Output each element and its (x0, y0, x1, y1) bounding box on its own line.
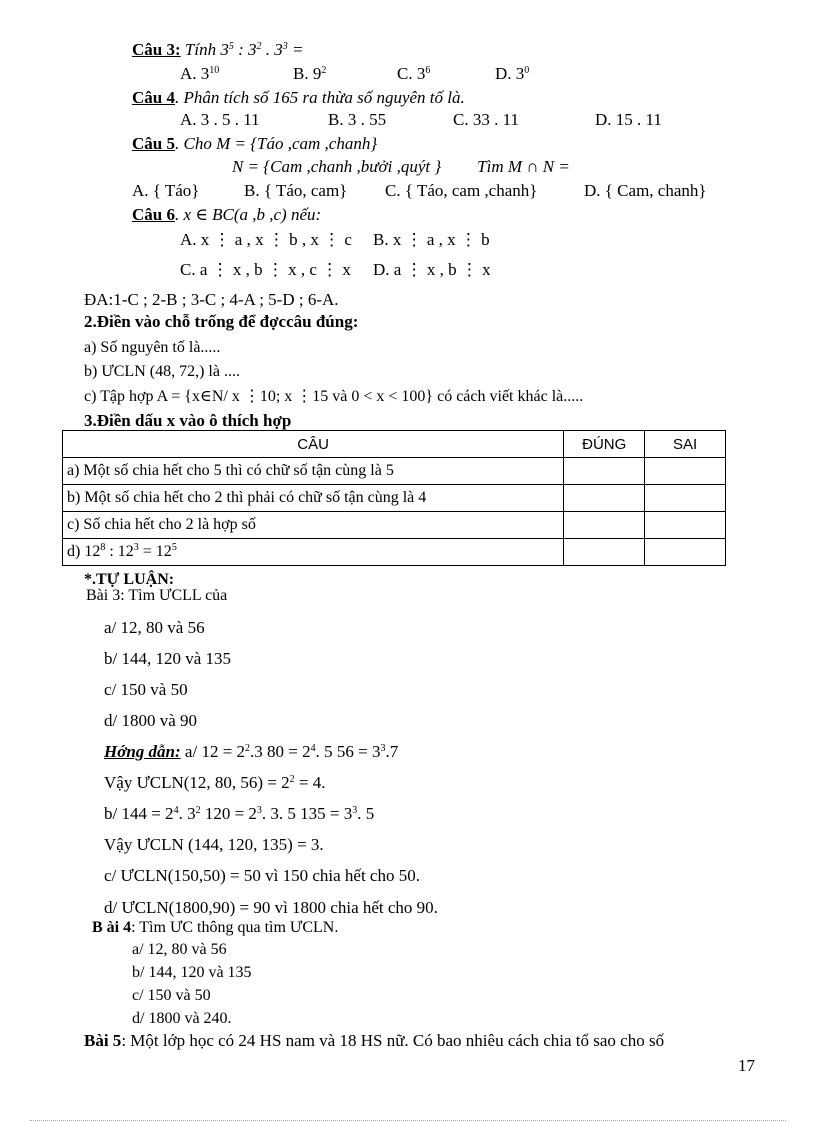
guide-line3: b/ $144 = 2^4$. $3^2$ $120 = 2^3$. 3. 5 $135 = 3^3$. 5 (104, 804, 375, 823)
q4-option-b: B. 3 . 55 (328, 110, 387, 129)
bai4-item-b: b/ 144, 120 và 135 (132, 964, 252, 981)
checkbox-dung-d[interactable] (564, 539, 645, 566)
section2-item-a: a) Số nguyên tố là..... (84, 339, 221, 356)
bai4-item-d: d/ 1800 và 240. (132, 1010, 232, 1027)
q6-option-c: C. a ⋮ x , b ⋮ x , c ⋮ x (180, 260, 351, 279)
bai5-line: Bài 5: Một lớp học có 24 HS nam và 18 HS nữ. Có bao nhiêu cách chia tổ sao cho số (84, 1031, 665, 1050)
q6-option-d: D. a ⋮ x , b ⋮ x (373, 260, 491, 279)
q3-option-b: B. $9^2$ (293, 64, 327, 83)
statement-a: a) Một số chia hết cho 5 thì có chữ số tận cùng là 5 (63, 458, 564, 485)
q4-line (132, 88, 465, 108)
q3-option-c: C. $3^6$ (397, 64, 431, 83)
checkbox-dung-c[interactable] (564, 512, 645, 539)
q5-line1: Câu 5. Cho M = {Táo ,cam ,chanh} (132, 134, 378, 153)
q4-option-d: D. 15 . 11 (595, 110, 662, 129)
page-number: 17 (738, 1056, 755, 1075)
guide-line5: c/ ƯCLN(150,50) = 50 vì 150 chia hết cho 50. (104, 866, 420, 885)
checkbox-dung-a[interactable] (564, 458, 645, 485)
q3-line: Câu 3: Tính $3^5$ : $3^2$ . $3^3$ = (132, 40, 304, 59)
q6-line: Câu 6. x ∈ BC(a ,b ,c) nếu: (132, 205, 322, 224)
bai4-item-a: a/ 12, 80 và 56 (132, 941, 227, 958)
q4-option-a: A. 3 . 5 . 11 (180, 110, 260, 129)
header-sai: SAI (645, 431, 726, 458)
q5-option-d: D. { Cam, chanh} (584, 181, 707, 200)
bai4-item-c: c/ 150 và 50 (132, 987, 211, 1004)
q6-option-b: B. x ⋮ a , x ⋮ b (373, 230, 490, 249)
q4-label: Câu 4 (132, 88, 175, 107)
guide-line1: Hớng dẫn: a/ $12 = 2^2.3$ $80 = 2^4$. 5 $56 = 3^3.7$ (104, 742, 399, 761)
statement-d: d) $12^8$ : $12^3 = 12^5$ (63, 539, 564, 566)
true-false-table (62, 430, 726, 566)
checkbox-dung-b[interactable] (564, 485, 645, 512)
statement-b: b) Một số chia hết cho 2 thì phải có chữ số tận cùng là 4 (63, 485, 564, 512)
bai4-title: B ài 4: Tìm ƯC thông qua tìm ƯCLN. (92, 919, 339, 936)
table-header-row (63, 431, 726, 458)
table-row (63, 512, 726, 539)
page-bottom-border (30, 1120, 786, 1121)
header-dung: ĐÚNG (564, 431, 645, 458)
q3-option-d: D. $3^0$ (495, 64, 530, 83)
q5-option-b: B. { Táo, cam} (244, 181, 348, 200)
q6-option-a: A. x ⋮ a , x ⋮ b , x ⋮ c (180, 230, 352, 249)
q4-option-c: C. 33 . 11 (453, 110, 519, 129)
checkbox-sai-a[interactable] (645, 458, 726, 485)
section2-title: 2.Điền vào chỗ trống để đợccâu đúng: (84, 312, 359, 331)
checkbox-sai-c[interactable] (645, 512, 726, 539)
checkbox-sai-d[interactable] (645, 539, 726, 566)
bai3-item-d: d/ 1800 và 90 (104, 711, 198, 730)
table-row (63, 458, 726, 485)
q5-label: Câu 5 (132, 134, 175, 153)
bai3-item-b: b/ 144, 120 và 135 (104, 649, 232, 668)
bai3-title: Bài 3: Tìm ƯCLL của (86, 587, 228, 604)
q5-line2: N = {Cam ,chanh ,bưởi ,quýt } Tìm M ∩ N = (232, 157, 570, 176)
q4-text: . Phân tích số 165 ra thừa số nguyên tố là. (174, 88, 465, 107)
bai3-item-a: a/ 12, 80 và 56 (104, 618, 205, 637)
section2-item-c: c) Tập hợp A = {x∈N/ x ⋮10; x ⋮15 và 0 < x < 100} có cách viết khác là..... (84, 388, 584, 405)
q5-option-a: A. { Táo} (132, 181, 200, 200)
q6-label: Câu 6 (132, 205, 175, 224)
q5-option-c: C. { Táo, cam ,chanh} (385, 181, 538, 200)
bai3-item-c: c/ 150 và 50 (104, 680, 188, 699)
answer-key: ĐA:1-C ; 2-B ; 3-C ; 4-A ; 5-D ; 6-A. (84, 290, 339, 309)
guide-label: Hớng dẫn: (104, 742, 181, 761)
checkbox-sai-b[interactable] (645, 485, 726, 512)
table-row (63, 539, 726, 566)
section3-title: 3.Điền dấu x vào ô thích hợp (84, 411, 292, 430)
q3-option-a: A. $3^{10}$ (180, 64, 220, 83)
tuluan-heading: *.TỰ LUẬN: (84, 571, 175, 588)
guide-line6: d/ ƯCLN(1800,90) = 90 vì 1800 chia hết cho 90. (104, 898, 438, 917)
section2-item-b: b) ƯCLN (48, 72,) là .... (84, 363, 240, 380)
table-row (63, 485, 726, 512)
q3-label: Câu 3: (132, 40, 181, 59)
header-cau: CÂU (63, 431, 564, 458)
guide-line2: Vậy ƯCLN(12, 80, $56) = 2^2 = 4$. (104, 773, 326, 792)
statement-c: c) Số chia hết cho 2 là hợp số (63, 512, 564, 539)
guide-line4: Vậy ƯCLN (144, 120, 135) = 3. (104, 835, 324, 854)
